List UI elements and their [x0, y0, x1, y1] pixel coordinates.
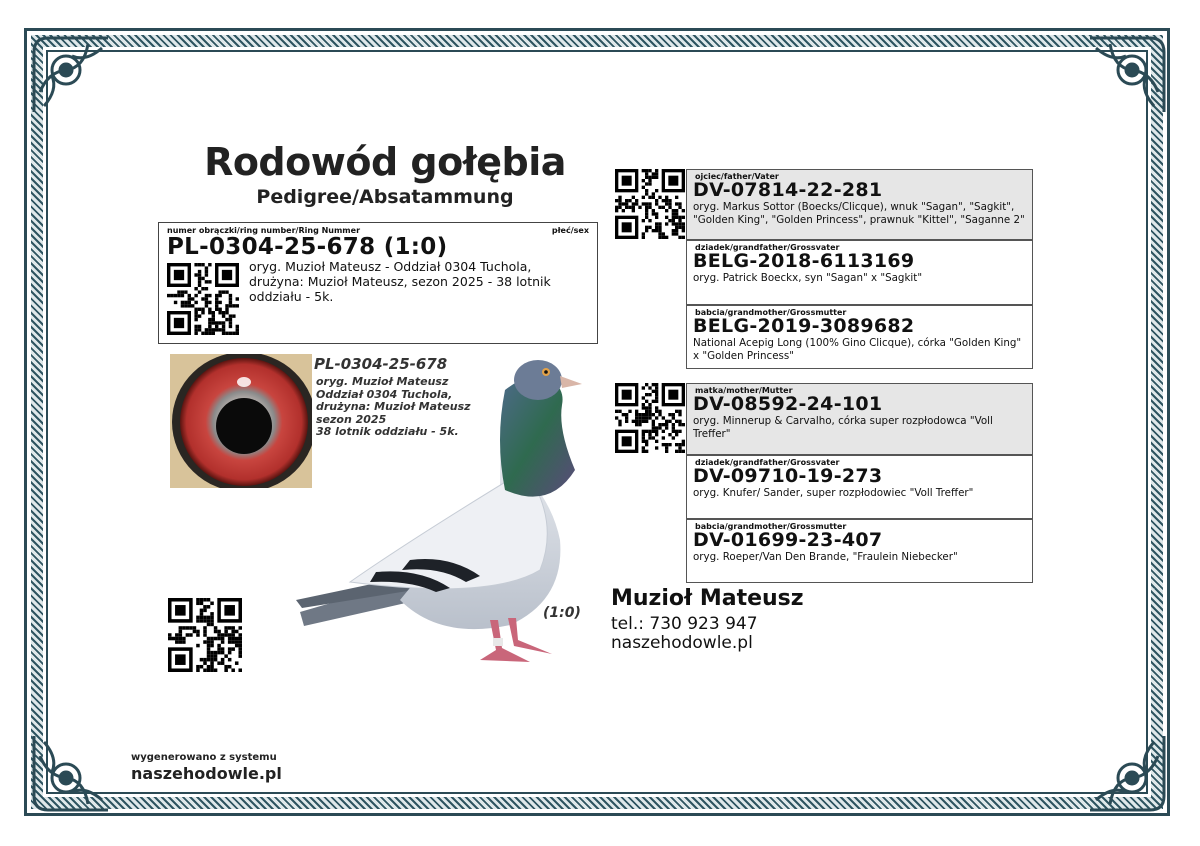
maternal-grandmother-ring-number: DV-01699-23-407 — [693, 529, 883, 551]
maternal-grandmother-description: oryg. Roeper/Van Den Brande, "Fraulein Niebecker" — [693, 551, 958, 563]
owner-website-link[interactable]: naszehodowle.pl — [611, 633, 753, 653]
paternal-grandmother-ring-number: BELG-2019-3089682 — [693, 315, 915, 337]
father-box — [686, 169, 1033, 240]
photo-description-line: sezon 2025 — [316, 412, 387, 426]
mother-label: matka/mother/Mutter — [695, 386, 793, 395]
paternal-grandmother-box — [686, 305, 1033, 369]
qr-code-icon[interactable] — [167, 263, 239, 335]
footer-system-link[interactable]: naszehodowle.pl — [131, 764, 282, 783]
page-subtitle: Pedigree/Absatammung — [256, 186, 514, 208]
mother-box — [686, 383, 1033, 455]
qr-code-icon[interactable] — [168, 598, 242, 672]
photo-description-line: Oddział 0304 Tuchola, — [316, 387, 453, 401]
footer-generated-text: wygenerowano z systemu — [131, 752, 277, 763]
paternal-grandmother-label: babcia/grandmother/Grossmutter — [695, 308, 847, 317]
paternal-grandfather-ring-number: BELG-2018-6113169 — [693, 250, 915, 272]
photo-description-line: oryg. Muzioł Mateusz — [316, 375, 449, 388]
corner-ornament-icon — [28, 32, 114, 118]
corner-ornament-icon — [28, 730, 114, 816]
corner-ornament-icon — [1084, 32, 1170, 118]
page-title: Rodowód gołębia — [204, 140, 566, 184]
sex-label: płeć/sex — [551, 226, 589, 235]
main-ring-number: PL-0304-25-678 (1:0) — [167, 234, 448, 260]
ring-number-label: numer obrączki/ring number/Ring Nummer — [167, 226, 361, 235]
paternal-grandfather-description: oryg. Patrick Boeckx, syn "Sagan" x "Sagkit" — [693, 272, 923, 284]
owner-name: Muzioł Mateusz — [611, 586, 804, 611]
main-description: oryg. Muzioł Mateusz - Oddział 0304 Tuchola, drużyna: Muzioł Mateusz, sezon 2025 - 38 lotnik oddziału - 5k. — [249, 259, 551, 304]
pigeon-photo — [290, 350, 600, 670]
photo-description-line: 38 lotnik oddziału - 5k. — [316, 425, 459, 438]
maternal-grandmother-label: babcia/grandmother/Grossmutter — [695, 522, 847, 531]
photo-description-line: drużyna: Muzioł Mateusz — [316, 400, 471, 413]
photo-ring-number: PL-0304-25-678 — [314, 355, 448, 373]
owner-phone: tel.: 730 923 947 — [611, 614, 758, 634]
qr-code-icon[interactable] — [615, 383, 685, 453]
main-ring-box — [158, 222, 598, 344]
maternal-grandfather-ring-number: DV-09710-19-273 — [693, 465, 883, 487]
father-ring-number: DV-07814-22-281 — [693, 179, 883, 201]
father-label: ojciec/father/Vater — [695, 172, 779, 181]
paternal-grandmother-description: National Acepig Long (100% Gino Clicque), córka "Golden King" x "Golden Princess" — [693, 337, 1022, 362]
father-description: oryg. Markus Sottor (Boecks/Clicque), wnuk "Sagan", "Sagkit", "Golden King", "Golden Princess", prawnuk "Kittel", "Saganne 2" — [693, 201, 1025, 226]
qr-code-icon[interactable] — [615, 169, 685, 239]
maternal-grandfather-box — [686, 455, 1033, 519]
paternal-grandfather-label: dziadek/grandfather/Grossvater — [695, 243, 840, 252]
mother-ring-number: DV-08592-24-101 — [693, 393, 883, 415]
corner-ornament-icon — [1084, 730, 1170, 816]
maternal-grandfather-description: oryg. Knufer/ Sander, super rozpłodowiec "Voll Treffer" — [693, 487, 974, 499]
photo-sex: (1:0) — [543, 605, 581, 621]
maternal-grandmother-box — [686, 519, 1033, 583]
mother-description: oryg. Minnerup & Carvalho, córka super rozpłodowca "Voll Treffer" — [693, 415, 993, 440]
maternal-grandfather-label: dziadek/grandfather/Grossvater — [695, 458, 840, 467]
paternal-grandfather-box — [686, 240, 1033, 305]
